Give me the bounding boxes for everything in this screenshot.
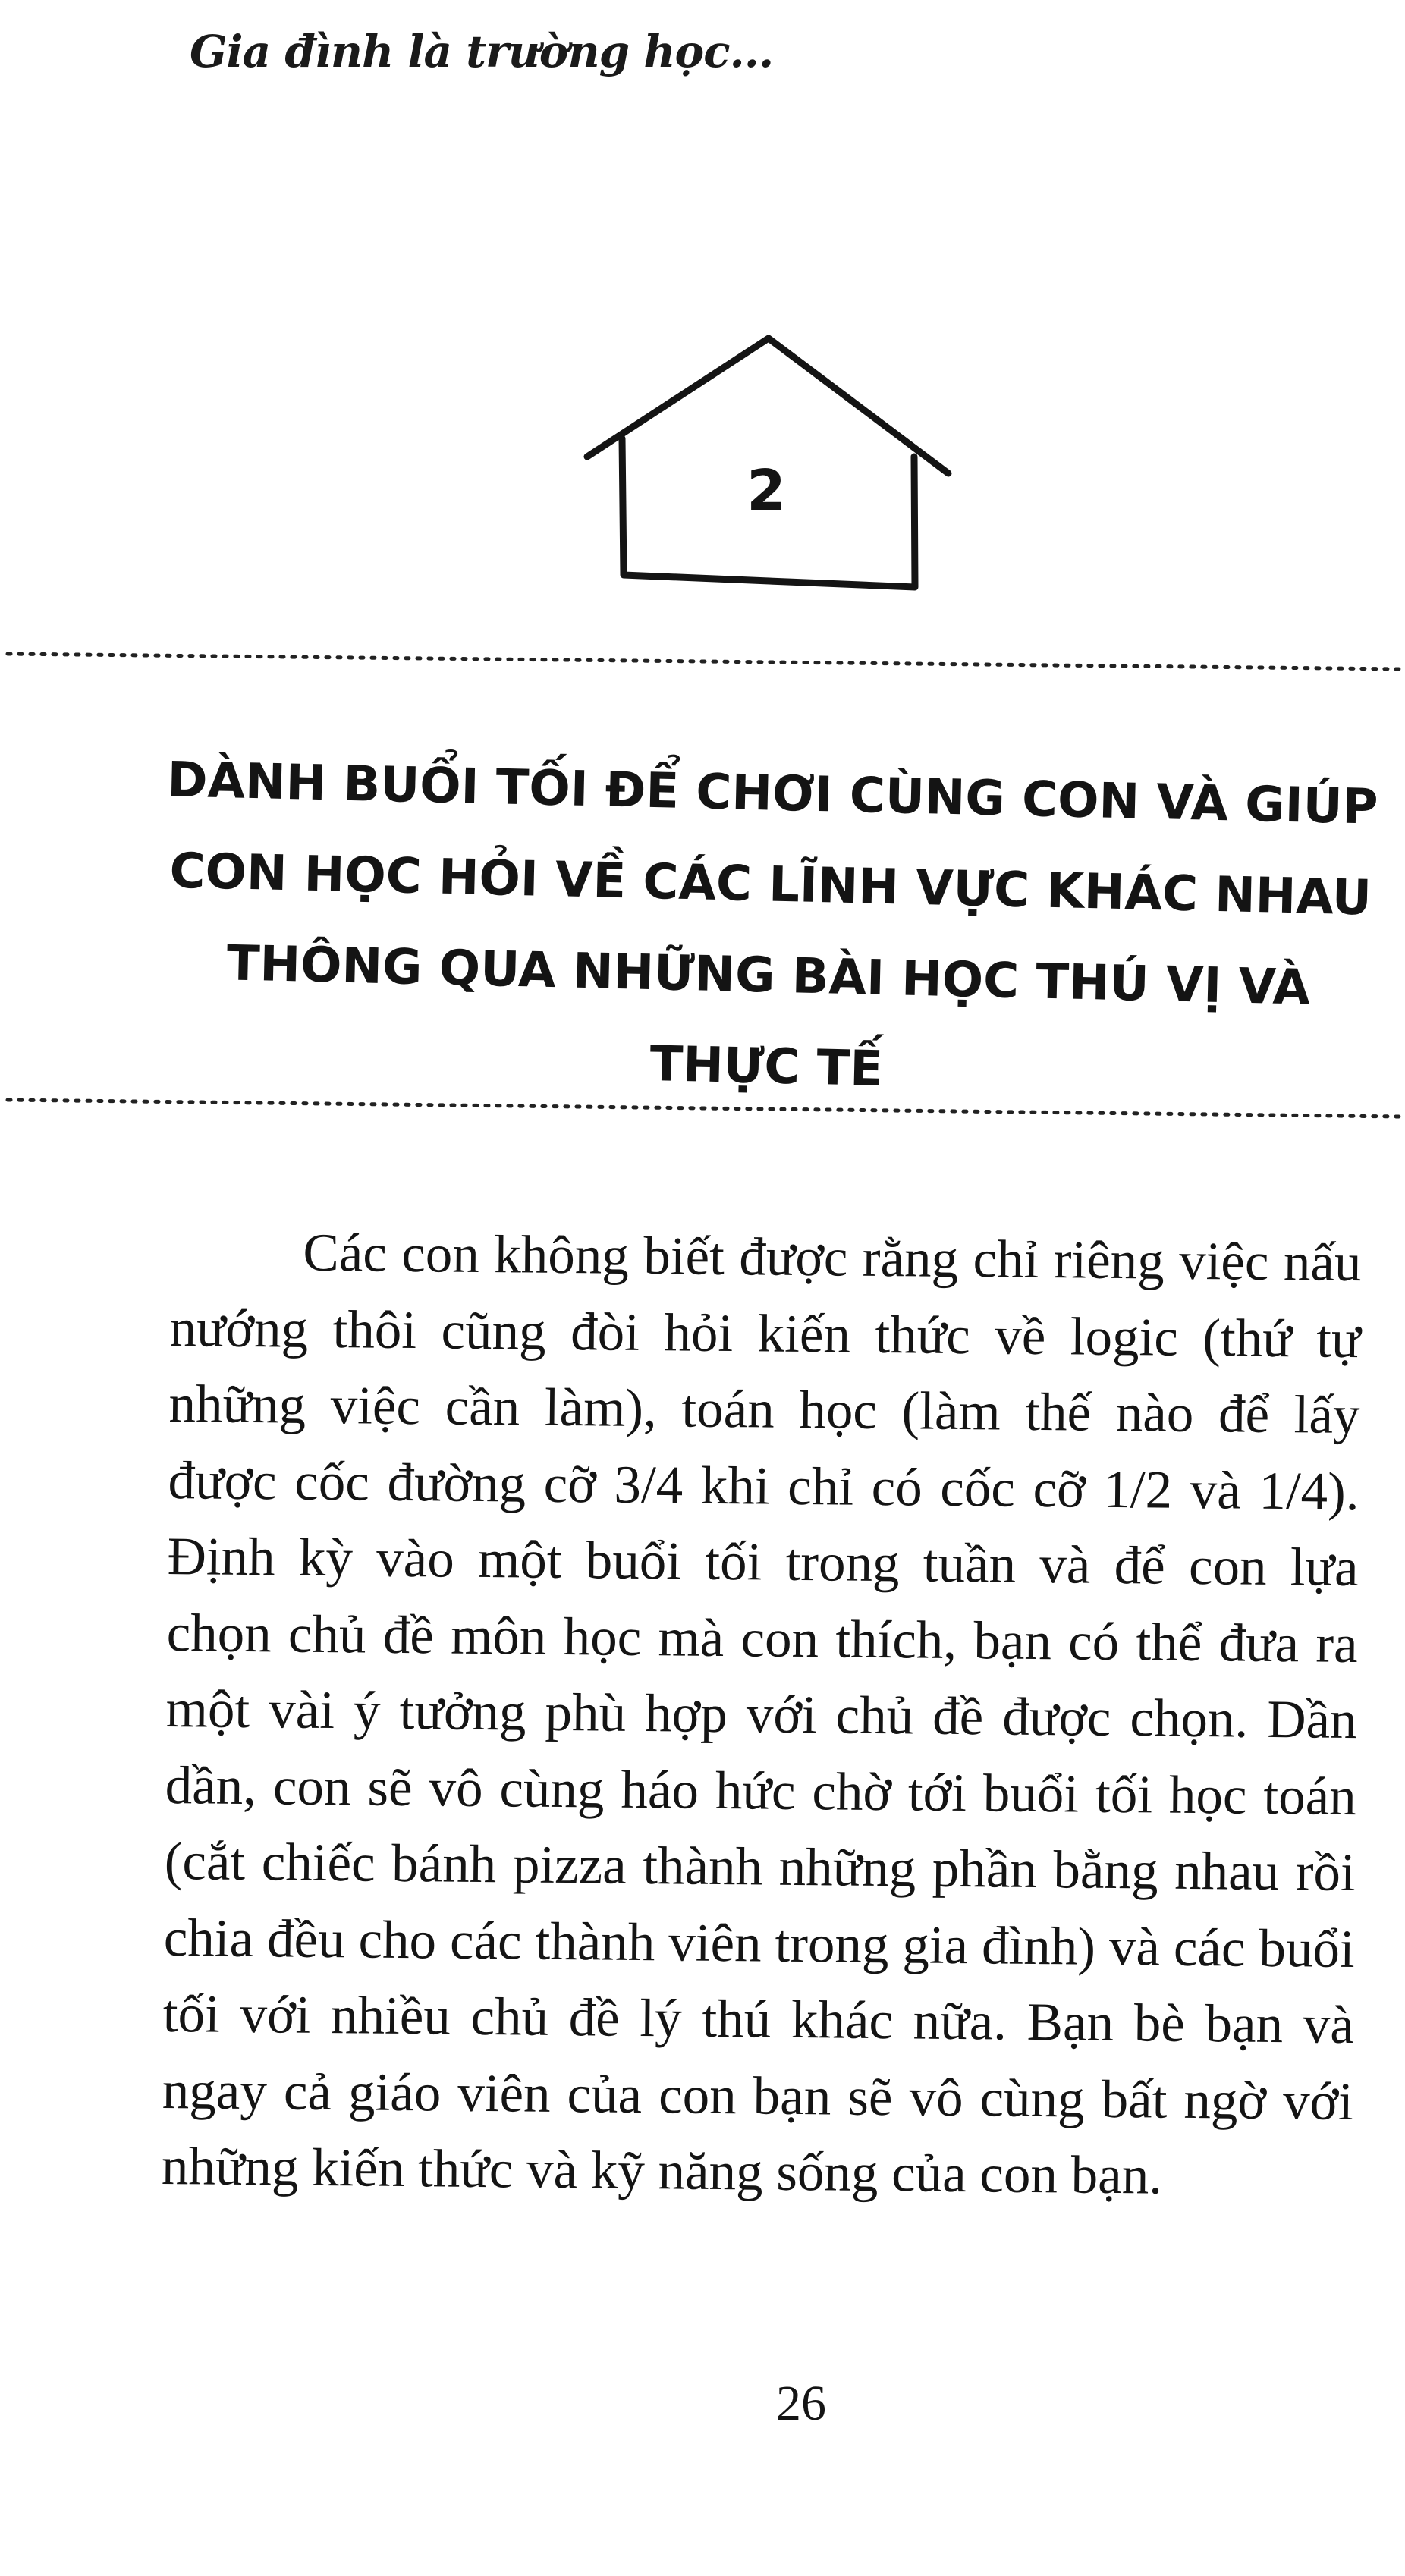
- body-paragraph: Các con không biết được rằng chỉ riêng việc nấu nướng thôi cũng đòi hỏi kiến thức về logic (thứ tự những việc cần làm), toán học (làm thế nào để lấy được cốc đường cỡ 3/4 khi chỉ có cốc cỡ 1/2 và 1/4). Định kỳ vào một buổi tối trong tuần và để con lựa chọn chủ đề môn học mà con thích, bạn có thể đưa ra một vài ý tưởng phù hợp với chủ đề được chọn. Dần dần, con sẽ vô cùng háo hức chờ tới buổi tối học toán (cắt chiếc bánh pizza thành những phần bằng nhau rồi chia đều cho các thành viên trong gia đình) và các buổi tối với nhiều chủ đề lý thú khác nữa. Bạn bè bạn và ngay cả giáo viên của con bạn sẽ vô cùng bất ngờ với những kiến thức và kỹ năng sống của con bạn.: [161, 1223, 1362, 2206]
- chapter-number: 2: [747, 458, 786, 523]
- page-number: 26: [776, 2376, 826, 2431]
- running-header: Gia đình là trường học...: [190, 26, 774, 77]
- chapter-title: DÀNH BUỔI TỐI ĐỂ CHƠI CÙNG CON VÀ GIÚP CON HỌC HỎI VỀ CÁC LĨNH VỰC KHÁC NHAU THÔNG QUA NHỮNG BÀI HỌC THÚ VỊ VÀ THỰC TẾ: [166, 752, 1379, 1098]
- divider-top: [0, 640, 1405, 671]
- divider-bottom: [0, 1094, 1405, 1124]
